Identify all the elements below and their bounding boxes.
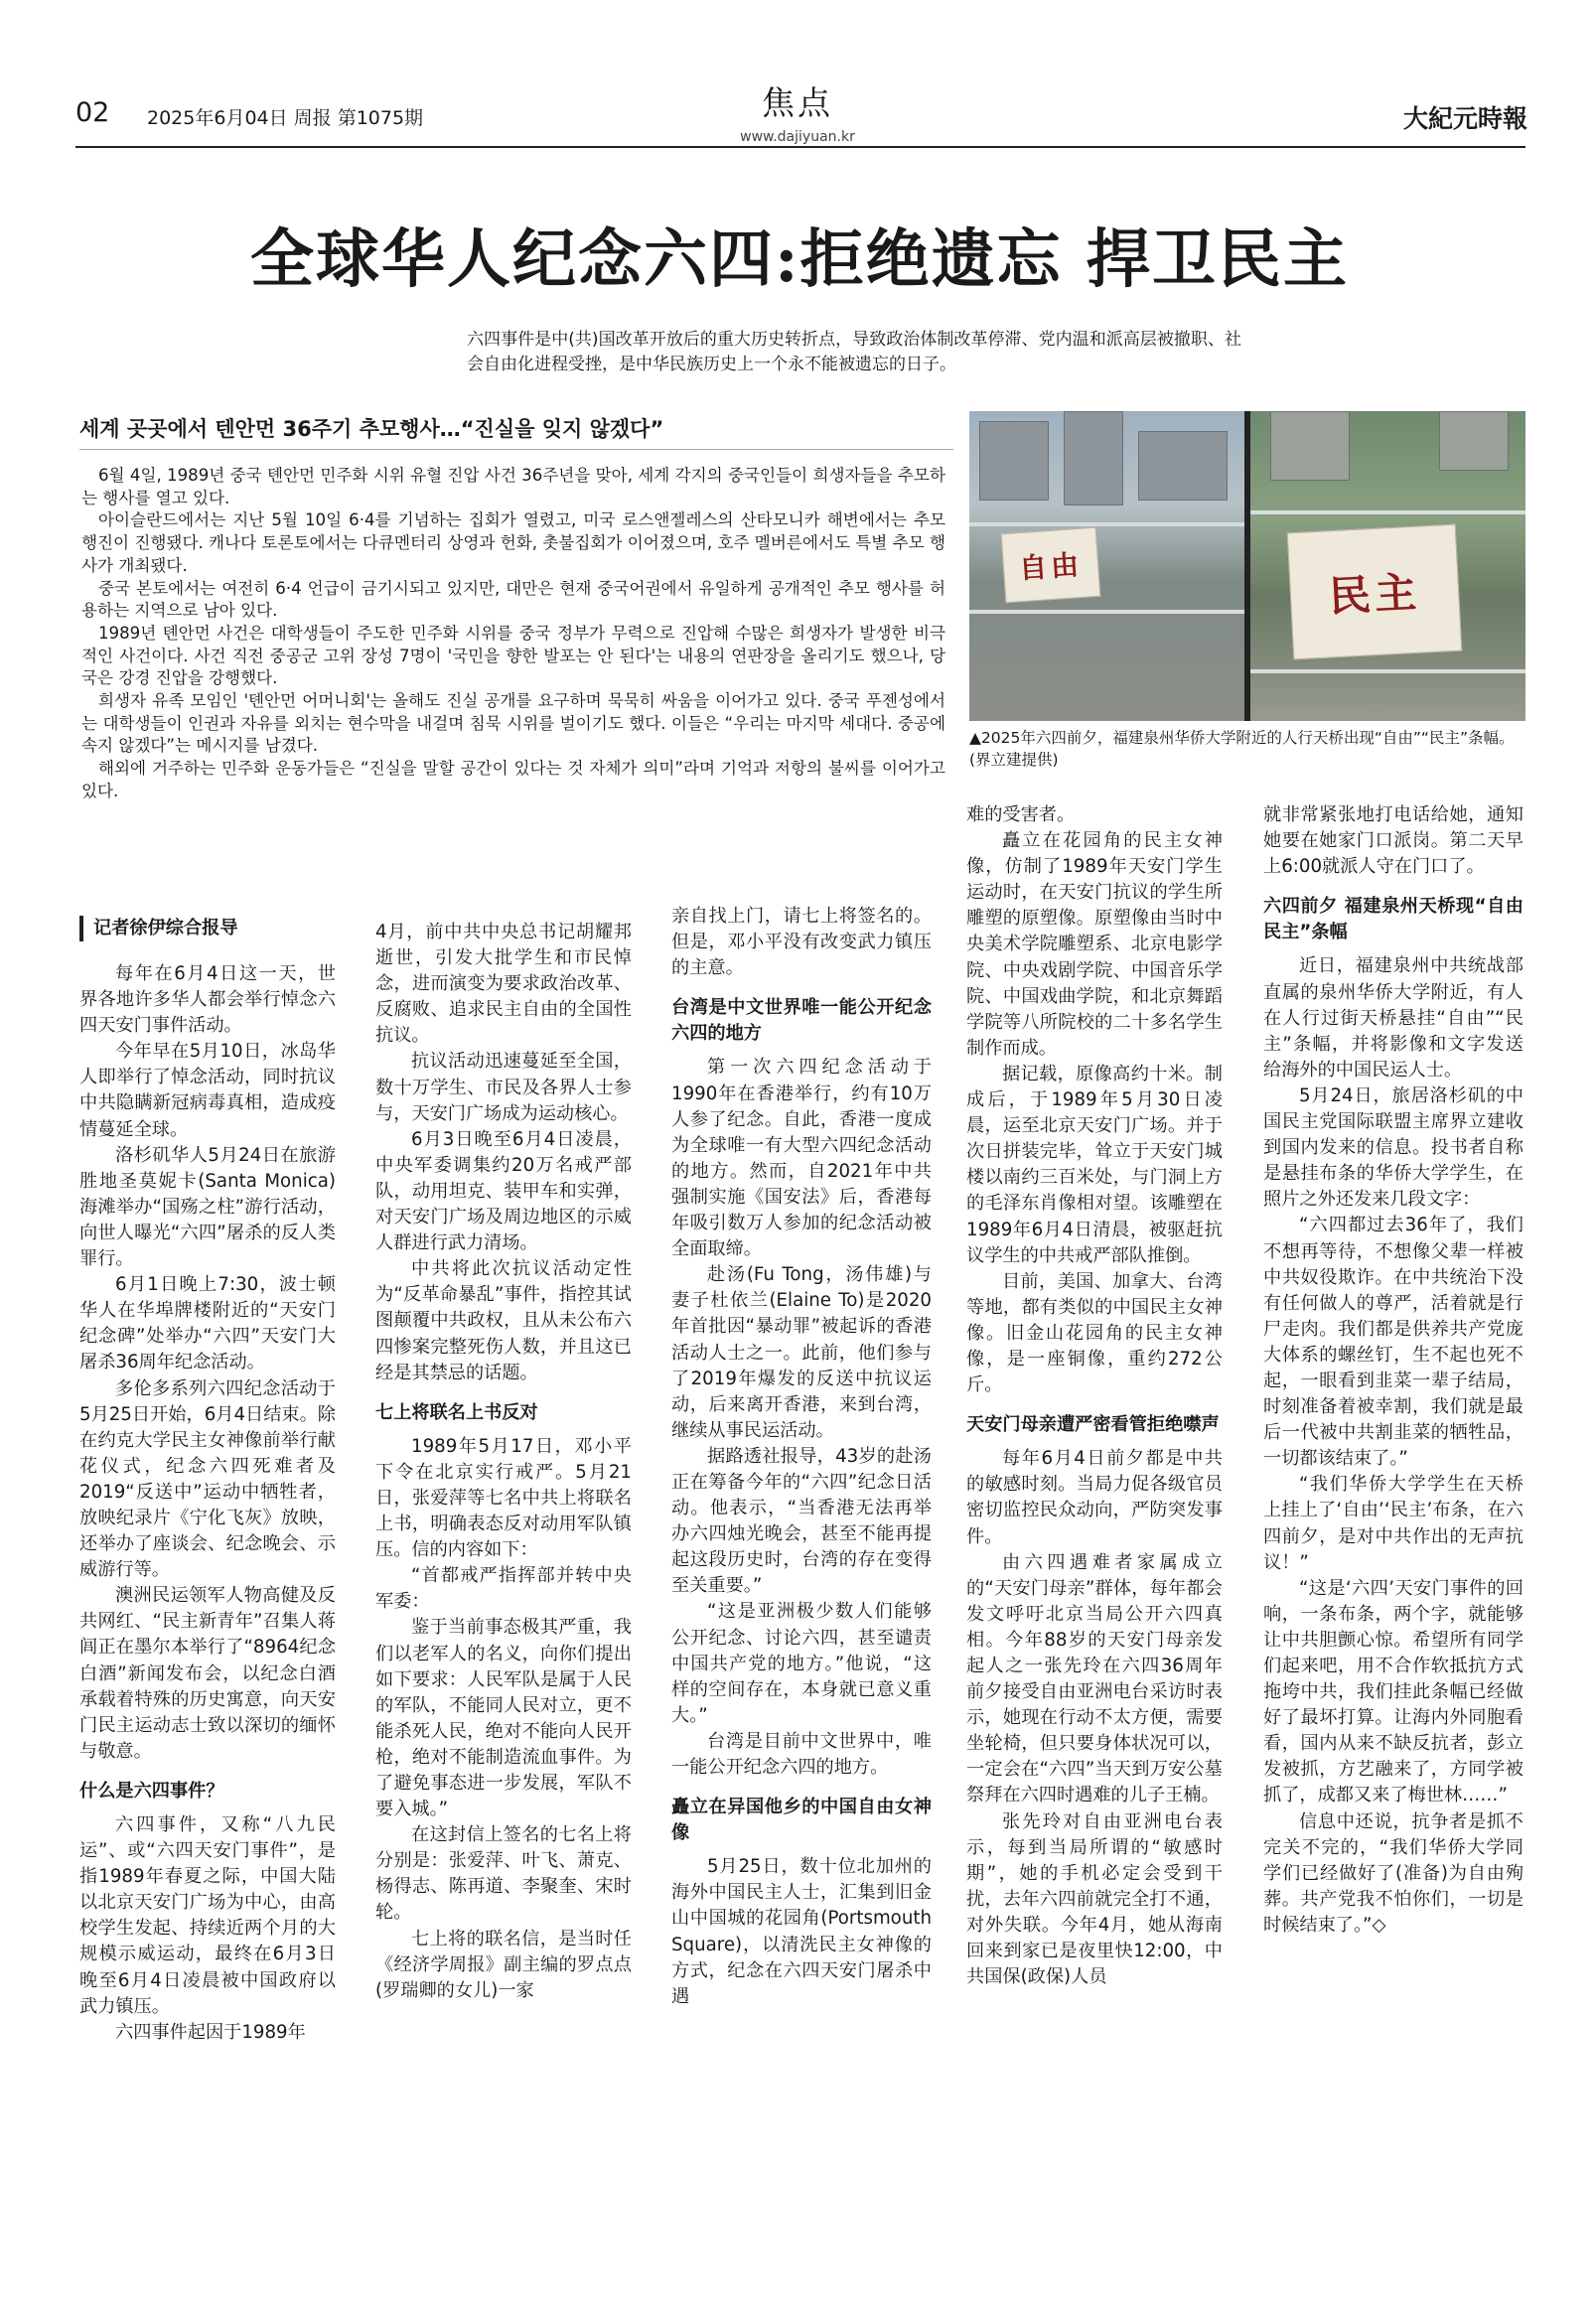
building [1270,411,1350,481]
korean-summary-title: 세계 곳곳에서 텐안먼 36주기 추모행사…“진실을 잊지 않겠다” [79,417,664,441]
railing [1250,510,1525,514]
paragraph: 台湾是目前中文世界中，唯一能公开纪念六四的地方。 [671,1730,932,1778]
paragraph: 亲自找上门，请七上将签名的。但是，邓小平没有改变武力镇压的主意。 [671,906,932,979]
paragraph: 抗议活动迅速蔓延至全国，数十万学生、市民及各界人士参与，天安门广场成为运动核心。 [375,1051,632,1124]
paragraph: 第一次六四纪念活动于1990年在香港举行，约有10万人参了纪念。自此，香港一度成为全球唯一有大型六四纪念活动的地方。然而，自2021年中共强制实施《国安法》后，香港每年吸引数万人参加的纪念活动被全面取缔。 [671,1057,932,1260]
news-photo [969,411,1525,721]
subheading: 六四前夕 福建泉州天桥现“自由民主”条幅 [1263,896,1523,943]
article-column-4 [966,802,1223,1990]
paragraph: 在这封信上签名的七名上将分别是：张爱萍、叶飞、萧克、杨得志、陈再道、李聚奎、宋时轮。 [375,1824,632,1924]
subheading: 七上将联名上书反对 [375,1401,538,1423]
paragraph: 据路透社报导，43岁的赴汤正在筹备今年的“六四”纪念日活动。他表示，“当香港无法再举办六四烛光晚会，甚至不能再提起这段历史时，台湾的存在变得至关重要。” [671,1445,932,1597]
paragraph: 七上将的联名信，是当时任《经济学周报》副主编的罗点点(罗瑞卿的女儿)一家 [375,1928,632,2001]
banner-democracy: 民主 [1287,524,1462,660]
article-column-3 [671,904,932,2010]
paragraph: 희생자 유족 모임인 '톈안먼 어머니회'는 올해도 진실 공개를 요구하며 묵묵히 싸움을 이어가고 있다. 중국 푸젠성에서는 대학생들이 인권과 자유를 외치는 현수막을 내걸며 침묵 시위를 벌이기도 했다. 이들은 “우리는 마지막 세대다. 중공에 속지 않겠다”는 메시지를 남겼다. [81,691,945,756]
brand-logo: 大紀元時報 [1402,104,1527,133]
page-number: 02 [75,97,110,128]
article-column-1 [79,894,336,2046]
photo-right [1250,411,1525,721]
building [1439,411,1509,471]
paragraph: 아이슬란드에서는 지난 5월 10일 6·4를 기념하는 집회가 열렸고, 미국 로스앤젤레스의 산타모니카 해변에서는 추모 행진이 진행됐다. 캐나다 토론토에서는 다큐멘터리 상영과 헌화, 촛불집회가 이어졌으며, 호주 멜버른에서도 특별 추모 행사가 개최됐다. [81,510,945,575]
photo-left [969,411,1244,721]
paragraph: 中共将此次抗议活动定性为“反革命暴乱”事件，指控其试图颠覆中共政权，且从未公布六四惨案完整死伤人数，并且这已经是其禁忌的话题。 [375,1258,632,1383]
deck-summary: 六四事件是中(共)国改革开放后的重大历史转折点，导致政治体制改革停滞、党内温和派高层被撤职、社会自由化进程受挫，是中华民族历史上一个永不能被遗忘的日子。 [467,330,1241,374]
paragraph: 赴汤(Fu Tong，汤伟雄)与妻子杜依兰(Elaine To)是2020年首批因“暴动罪”被起诉的香港活动人士之一。此前，他们参与了2019年爆发的反送中抗议运动，后来离开香港，来到台湾，继续从事民运活动。 [671,1264,932,1441]
railing [969,522,1244,526]
paragraph: 해외에 거주하는 민주화 운동가들은 “진실을 말할 공간이 있다는 것 자체가 의미”라며 기억과 저항의 불씨를 이어가고 있다. [81,759,945,800]
subheading: 矗立在异国他乡的中国自由女神像 [671,1797,932,1844]
korean-summary-body [81,465,945,803]
paragraph: 중국 본토에서는 여전히 6·4 언급이 금기시되고 있지만, 대만은 현재 중국어권에서 유일하게 공개적인 추모 행사를 허용하는 지역으로 남아 있다. [81,578,945,621]
paragraph: 1989年5月17日，邓小平下令在北京实行戒严。5月21日，张爱萍等七名中共上将联名上书，明确表态反对动用军队镇压。信的内容如下： [375,1435,632,1561]
paragraph: 每年在6月4日这一天，世界各地许多华人都会举行悼念六四天安门事件活动。 [79,963,336,1037]
building [1064,411,1123,506]
paragraph: 4月，前中共中央总书记胡耀邦逝世，引发大批学生和市民悼念，进而演变为要求政治改革、反腐败、追求民主自由的全国性抗议。 [375,922,632,1047]
article-column-2 [375,920,632,2004]
paragraph: 5月24日，旅居洛杉矶的中国民主党国际联盟主席界立建收到国内发来的信息。投书者自称是悬挂布条的华侨大学学生，在照片之外还发来几段文字： [1263,1084,1523,1211]
paragraph: 六四事件起因于1989年 [115,2021,306,2043]
paragraph: 目前，美国、加拿大、台湾等地，都有类似的中国民主女神像。旧金山花园角的民主女神像，是一座铜像，重约272公斤。 [966,1270,1223,1396]
paragraph: “这是亚洲极少数人们能够公开纪念、讨论六四，甚至谴责中国共产党的地方。”他说，“这样的空间存在，本身就已意义重大。” [671,1601,932,1726]
paragraph: 洛杉矶华人5月24日在旅游胜地圣莫妮卡(Santa Monica)海滩举办“国殇之柱”游行活动，向世人曝光“六四”屠杀的反人类罪行。 [79,1144,336,1270]
paragraph: 多伦多系列六四纪念活动于5月25日开始，6月4日结束。除在约克大学民主女神像前举行献花仪式，纪念六四死难者及2019“反送中”运动中牺牲者，放映纪录片《宁化飞灰》放映，还举办了座谈会、纪念晚会、示威游行等。 [79,1377,336,1581]
paragraph: 今年早在5月10日，冰岛华人即举行了悼念活动，同时抗议中共隐瞒新冠病毒真相，造成疫情蔓延全球。 [79,1041,336,1140]
paragraph: 5月25日，数十位北加州的海外中国民主人士，汇集到旧金山中国城的花园角(Portsmouth Square)，以清洗民主女神像的方式，纪念在六四天安门屠杀中遇 [671,1856,932,2007]
paragraph: 张先玲对自由亚洲电台表示，每到当局所谓的“敏感时期”，她的手机必定会受到干扰，去年六四前就完全打不通，对外失联。今年4月，她从海南回来到家已是夜里快12:00，中共国保(政保)人员 [966,1810,1223,1988]
paragraph: 6月1日晚上7:30，波士顿华人在华埠牌楼附近的“天安门纪念碑”处举办“六四”天安门大屠杀36周年纪念活动。 [79,1274,336,1373]
paragraph: 鉴于当前事态极其严重，我们以老军人的名义，向你们提出如下要求：人民军队是属于人民的军队，不能同人民对立，更不能杀死人民，绝对不能向人民开枪，绝对不能制造流血事件。为了避免事态进一步发展，军队不要入城。” [375,1617,632,1820]
paragraph: 难的受害者。 [966,804,1076,825]
paragraph: 矗立在花园角的民主女神像，仿制了1989年天安门学生运动时，在天安门抗议的学生所雕塑的原塑像。原塑像由当时中央美术学院雕塑系、北京电影学院、中央戏剧学院、中国音乐学院、中国戏曲学院，和北京舞蹈学院等八所院校的二十多名学生制作而成。 [966,830,1223,1059]
paragraph: “六四都过去36年了，我们不想再等待，不想像父辈一样被中共奴役欺诈。在中共统治下没有任何做人的尊严，活着就是行尸走肉。我们都是供养共产党庞大体系的螺丝钉，生不起也死不起，一眼看到韭菜一辈子结局，时刻准备着被幸割，我们就是最后一代被中共割韭菜的牺牲品，一切都该结束了。” [1263,1215,1523,1470]
paragraph: 6月3日晚至6月4日凌晨，中央军委调集约20万名戒严部队，动用坦克、装甲车和实弹，对天安门广场及周边地区的示威人群进行武力清场。 [375,1128,632,1254]
paragraph: “首都戒严指挥部并转中央军委： [375,1565,632,1613]
banner-freedom: 自由 [1001,527,1101,604]
building [979,421,1049,501]
paragraph: 1989년 톈안먼 사건은 대학생들이 주도한 민주화 시위를 중국 정부가 무력으로 진압해 수많은 희생자가 발생한 비극적인 사건이다. 사건 직전 중공군 고위 장성 7명이 '국민을 향한 발포는 안 된다'는 내용의 연판장을 올리기도 했으나, 당국은 강경 진압을 강행했다. [81,623,945,688]
subheading: 什么是六四事件？ [79,1780,224,1802]
subheading: 天安门母亲遭严密看管拒绝噤声 [966,1414,1220,1436]
paragraph: 据记载，原像高约十米。制成后，于1989年5月30日凌晨，运至北京天安门广场。并于次日拼装完毕，耸立于天安门城楼以南约三百米处，与门洞上方的毛泽东肖像相对望。该雕塑在1989年6月4日清晨，被驱赶抗议学生的中共戒严部队推倒。 [966,1063,1223,1266]
paragraph: 六四事件，又称“八九民运”、或“六四天安门事件”，是指1989年春夏之际，中国大陆以北京天安门广场为中心，由高校学生发起、持续近两个月的大规模示威运动，最终在6月3日晚至6月4日凌晨被中国政府以武力镇压。 [79,1814,336,2017]
paragraph: 由六四遇难者家属成立的“天安门母亲”群体，每年都会发文呼吁北京当局公开六四真相。今年88岁的天安门母亲发起人之一张先玲在六四36周年前夕接受自由亚洲电台采访时表示，她现在行动不太方便，需要坐轮椅，但只要身体状况可以，一定会在“六四”当天到万安公墓祭拜在六四时遇难的儿子王楠。 [966,1551,1223,1806]
photo-caption: ▲2025年六四前夕，福建泉州华侨大学附近的人行天桥出现“自由”“民主”条幅。(界立建提供) [969,729,1515,769]
byline: 记者徐伊综合报导 [79,916,336,941]
railing [1250,669,1525,673]
paragraph: 近日，福建泉州中共统战部直属的泉州华侨大学附近，有人在人行过街天桥悬挂“自由”“民主”条幅，并将影像和文字发送给海外的中国民运人士。 [1263,955,1523,1081]
headline: 全球华人纪念六四:拒绝遗忘 捍卫民主 [250,222,1349,297]
paragraph: 就非常紧张地打电话给她，通知她要在她家门口派岗。第二天早上6:00就派人守在门口了。 [1263,804,1523,878]
site-url[interactable]: www.dajiyuan.kr [740,129,855,145]
paragraph: 6월 4일, 1989년 중국 톈안먼 민주화 시위 유혈 진압 사건 36주년을 맞아, 세계 각지의 중국인들이 희생자들을 추모하는 행사를 열고 있다. [81,466,945,507]
railing [969,610,1244,614]
paragraph: 信息中还说，抗争者是抓不完关不完的，“我们华侨大学同学们已经做好了(准备)为自由殉葬。共产党我不怕你们，一切是时候结束了。”◇ [1263,1810,1523,1936]
header-rule [75,146,1525,148]
issue-date: 2025年6月04日 周报 第1075期 [147,107,424,129]
paragraph: “我们华侨大学学生在天桥上挂上了‘自由’‘民主’布条，在六四前夕，是对中共作出的无声抗议！” [1263,1474,1523,1573]
divider [79,449,953,450]
section-title: 焦点 [762,83,833,122]
building [1138,431,1228,501]
article-column-5 [1263,802,1523,1939]
paragraph: 澳洲民运领军人物高健及反共网红、“民主新青年”召集人蒋闾正在墨尔本举行了“8964纪念白酒”新闻发布会，以纪念白酒承载着特殊的历史寓意，向天安门民主运动志士致以深切的缅怀与敬意。 [79,1585,336,1762]
subheading: 台湾是中文世界唯一能公开纪念六四的地方 [671,997,932,1045]
paragraph: 每年6月4日前夕都是中共的敏感时刻。当局力促各级官员密切监控民众动向，严防突发事件。 [966,1448,1223,1547]
paragraph: “这是‘六四’天安门事件的回响，一条布条，两个字，就能够让中共胆颤心惊。希望所有同学们起来吧，用不合作软抵抗方式拖垮中共，我们挂此条幅已经做好了最坏打算。让海内外同胞看看，国内从来不缺反抗者，彭立发被抓，方艺融来了，方同学被抓了，成都又来了梅世林……” [1263,1577,1523,1806]
